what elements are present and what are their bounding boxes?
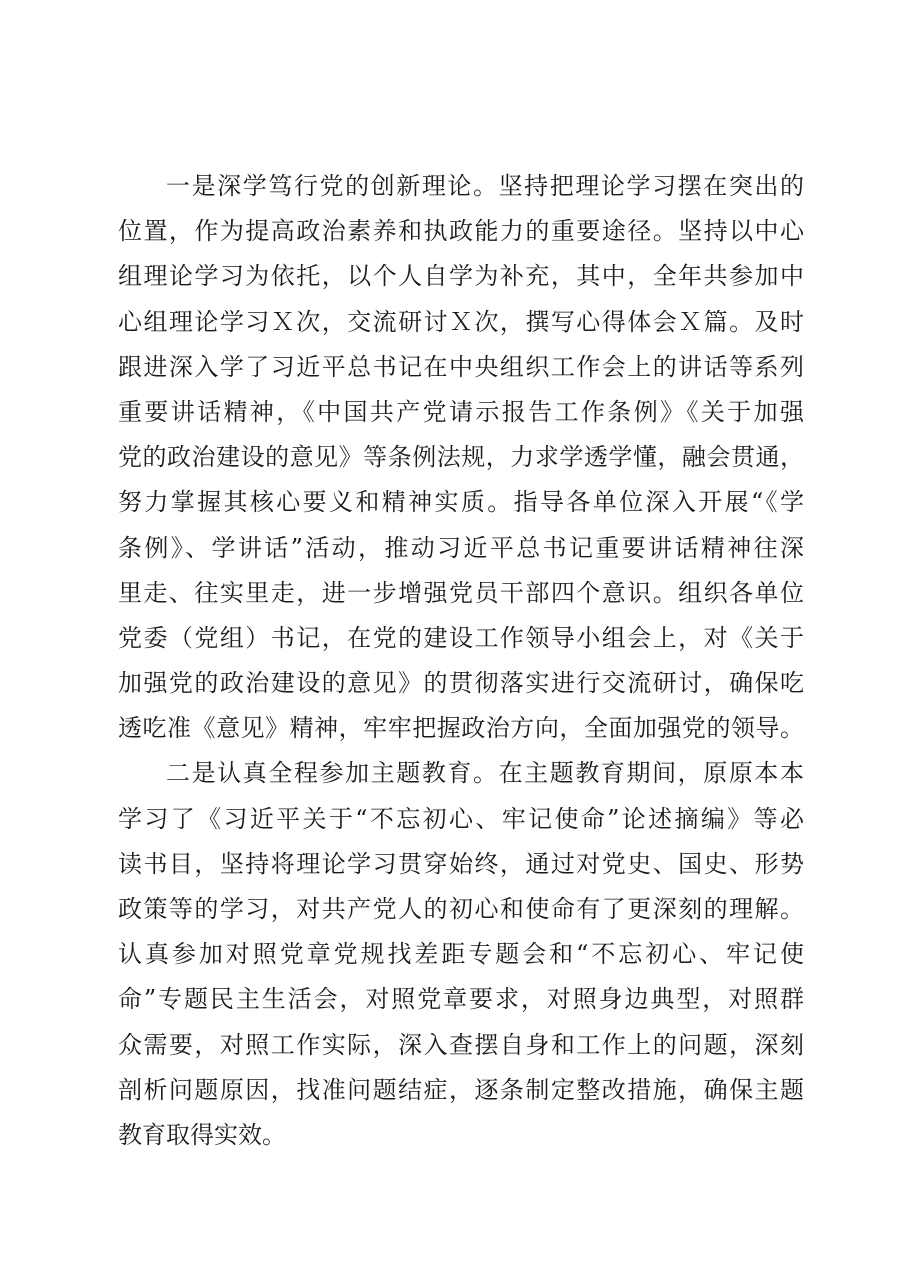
text-line: 学习了《习近平关于“不忘初心、牢记使命”论述摘编》等必 bbox=[118, 804, 804, 833]
text-line: 认真参加对照党章党规找差距专题会和“不忘初心、牢记使 bbox=[118, 940, 804, 969]
text-line: 重要讲话精神，《中国共产党请示报告工作条例》《关于加强 bbox=[118, 397, 804, 426]
text-line: 加强党的政治建设的意见》的贯彻落实进行交流研讨，确保吃 bbox=[118, 669, 804, 698]
text-line: 众需要，对照工作实际，深入查摆自身和工作上的问题，深刻 bbox=[118, 1030, 804, 1059]
text-line: 教育取得实效。 bbox=[118, 1120, 286, 1149]
text-line: 组理论学习为依托，以个人自学为补充，其中，全年共参加中 bbox=[118, 262, 804, 291]
text-line: 命”专题民主生活会，对照党章要求，对照身边典型，对照群 bbox=[118, 985, 804, 1014]
text-line: 党委（党组）书记，在党的建设工作领导小组会上，对《关于 bbox=[118, 623, 804, 652]
text-line: 读书目，坚持将理论学习贯穿始终，通过对党史、国史、形势 bbox=[118, 849, 804, 878]
text-line: 党的政治建设的意见》等条例法规，力求学透学懂，融会贯通， bbox=[118, 443, 804, 472]
text-line: 努力掌握其核心要义和精神实质。指导各单位深入开展“《学 bbox=[118, 488, 804, 517]
paragraph-theme-education bbox=[118, 751, 804, 1158]
text-line: 透吃准《意见》精神，牢牢把握政治方向，全面加强党的领导。 bbox=[118, 714, 804, 743]
paragraph-theory-study bbox=[118, 164, 804, 751]
text-line: 心组理论学习Ｘ次，交流研讨Ｘ次，撰写心得体会Ｘ篇。及时 bbox=[118, 307, 804, 336]
text-line: 一是深学笃行党的创新理论。坚持把理论学习摆在突出的 bbox=[166, 172, 804, 200]
text-line: 里走、往实里走，进一步增强党员干部四个意识。组织各单位 bbox=[118, 578, 804, 607]
document-body bbox=[118, 164, 804, 1158]
text-line: 二是认真全程参加主题教育。在主题教育期间，原原本本 bbox=[166, 759, 804, 788]
text-line: 条例》、学讲话”活动，推动习近平总书记重要讲话精神往深 bbox=[118, 533, 804, 562]
text-line: 政策等的学习，对共产党人的初心和使命有了更深刻的理解。 bbox=[118, 895, 804, 923]
text-line: 剖析问题原因，找准问题结症，逐条制定整改措施，确保主题 bbox=[118, 1075, 804, 1104]
text-line: 跟进深入学了习近平总书记在中央组织工作会上的讲话等系列 bbox=[118, 352, 804, 381]
text-line: 位置，作为提高政治素养和执政能力的重要途径。坚持以中心 bbox=[118, 217, 804, 246]
